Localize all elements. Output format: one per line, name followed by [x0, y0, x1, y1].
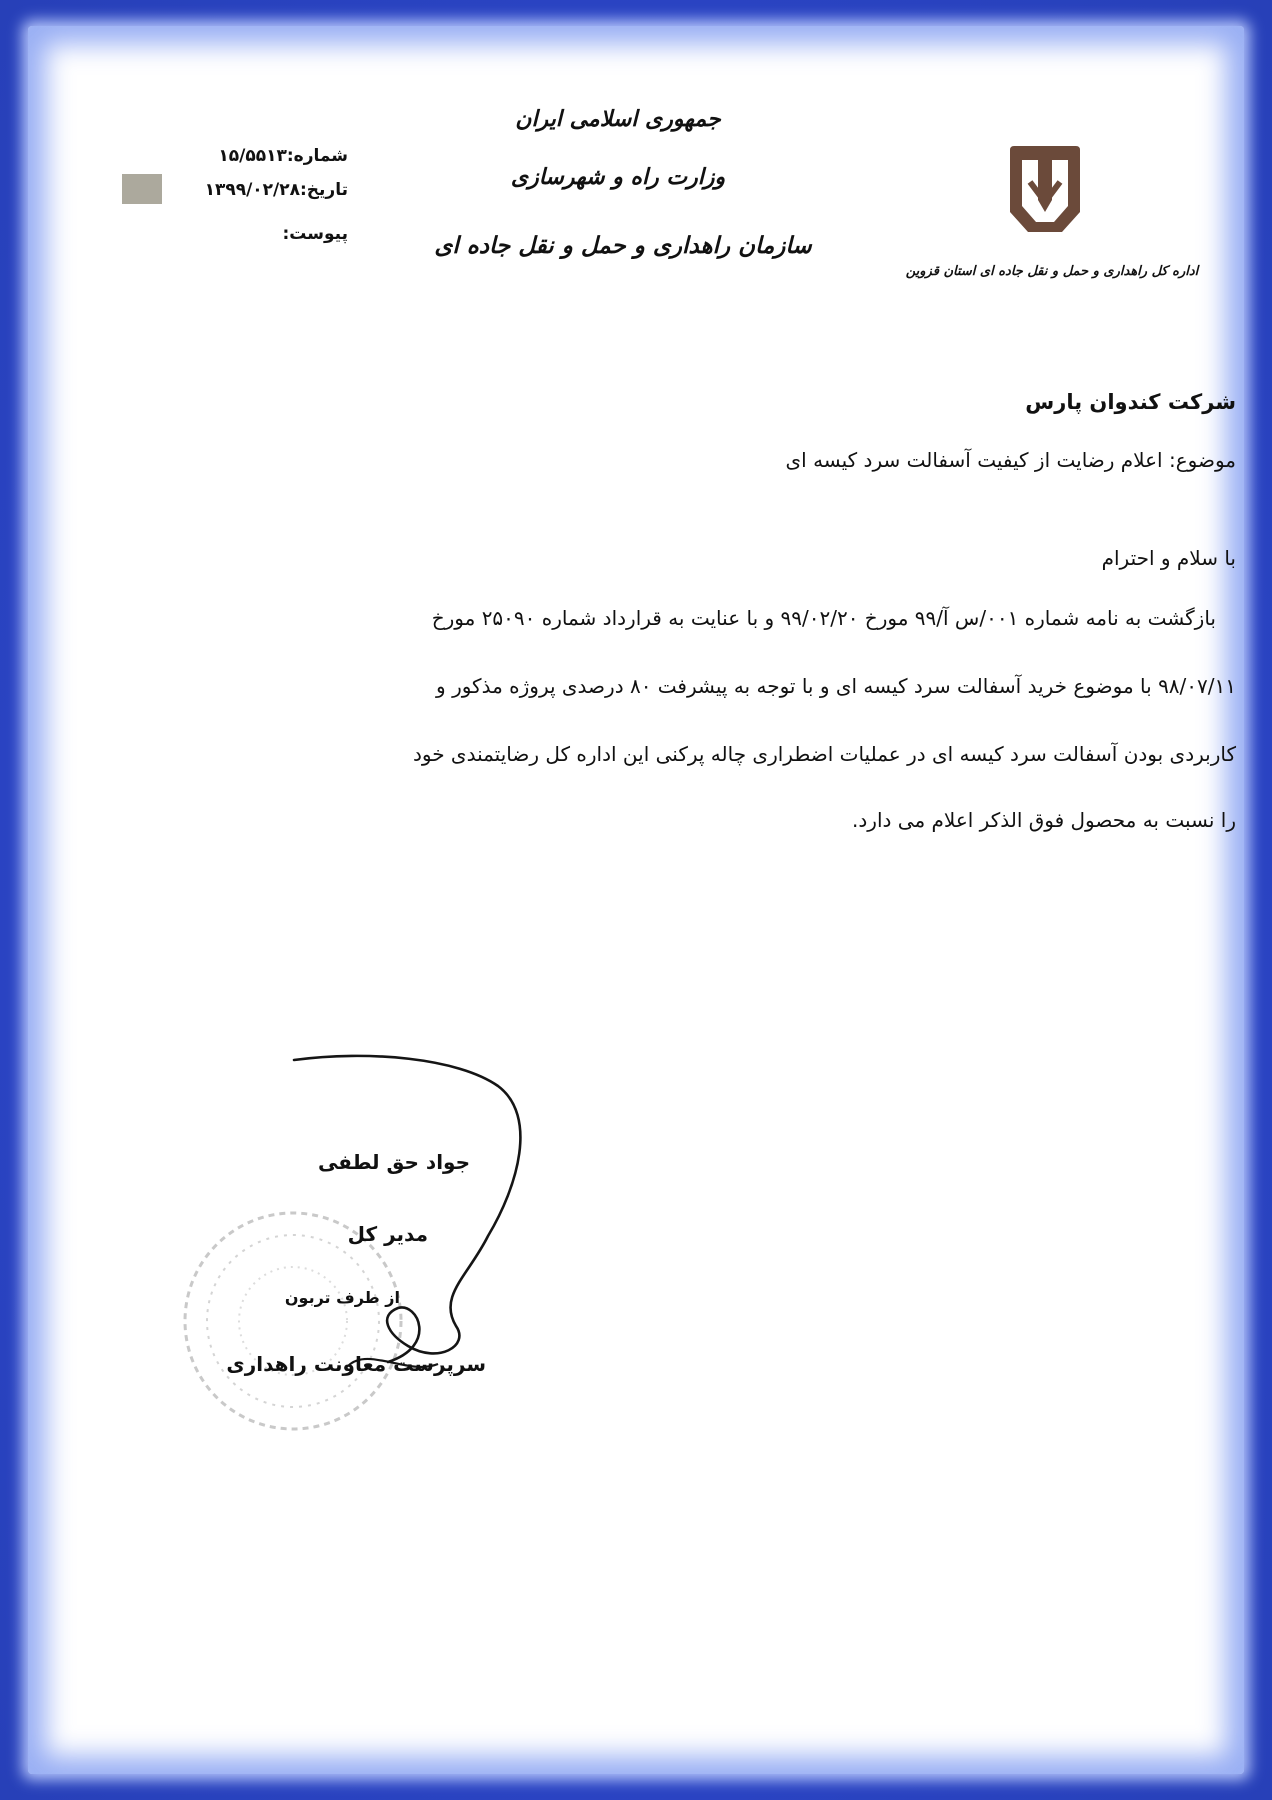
- signatory-name: جواد حق لطفی: [317, 1150, 470, 1174]
- header-organization: سازمان راهداری و حمل و نقل جاده ای: [434, 232, 812, 259]
- signature-scribble-icon: [288, 1046, 548, 1386]
- signatory-title: مدیر کل: [347, 1222, 428, 1246]
- body-line: ۹۸/۰۷/۱۱ با موضوع خرید آسفالت سرد کیسه ای و با توجه به پیشرفت ۸۰ درصدی پروژه مذکور و: [436, 674, 1236, 698]
- letter-number: شماره:۱۵/۵۵۱۳: [218, 146, 348, 166]
- subject-line: موضوع: اعلام رضایت از کیفیت آسفالت سرد کیسه ای: [785, 448, 1236, 472]
- body-line: کاربردی بودن آسفالت سرد کیسه ای در عملیات اضطراری چاله پرکنی این اداره کل رضایتمندی خود: [412, 742, 1236, 766]
- organization-logo-icon: [1004, 142, 1086, 236]
- greeting: با سلام و احترام: [1101, 546, 1236, 570]
- on-behalf-note: از طرف تربون: [284, 1288, 400, 1307]
- signatory-position: سرپرست معاونت راهداری: [226, 1352, 486, 1376]
- recipient: شرکت کندوان پارس: [1025, 390, 1236, 414]
- letter-date: تاریخ:۱۳۹۹/۰۲/۲۸: [204, 180, 348, 200]
- header-ministry: وزارت راه و شهرسازی: [510, 164, 726, 190]
- body-line: را نسبت به محصول فوق الذکر اعلام می دارد.: [852, 808, 1236, 832]
- letter-paper: [28, 26, 1244, 1774]
- logo-caption: اداره کل راهداری و حمل و نقل جاده ای استان قزوین: [905, 264, 1199, 279]
- body-line: بازگشت به نامه شماره ۰۰۱/س آ/۹۹ مورخ ۹۹/۰۲/۲۰ و با عنایت به قرارداد شماره ۲۵۰۹۰ مورخ: [431, 606, 1216, 630]
- letter-attachment: پیوست:: [282, 224, 348, 244]
- header-country: جمهوری اسلامی ایران: [515, 106, 721, 132]
